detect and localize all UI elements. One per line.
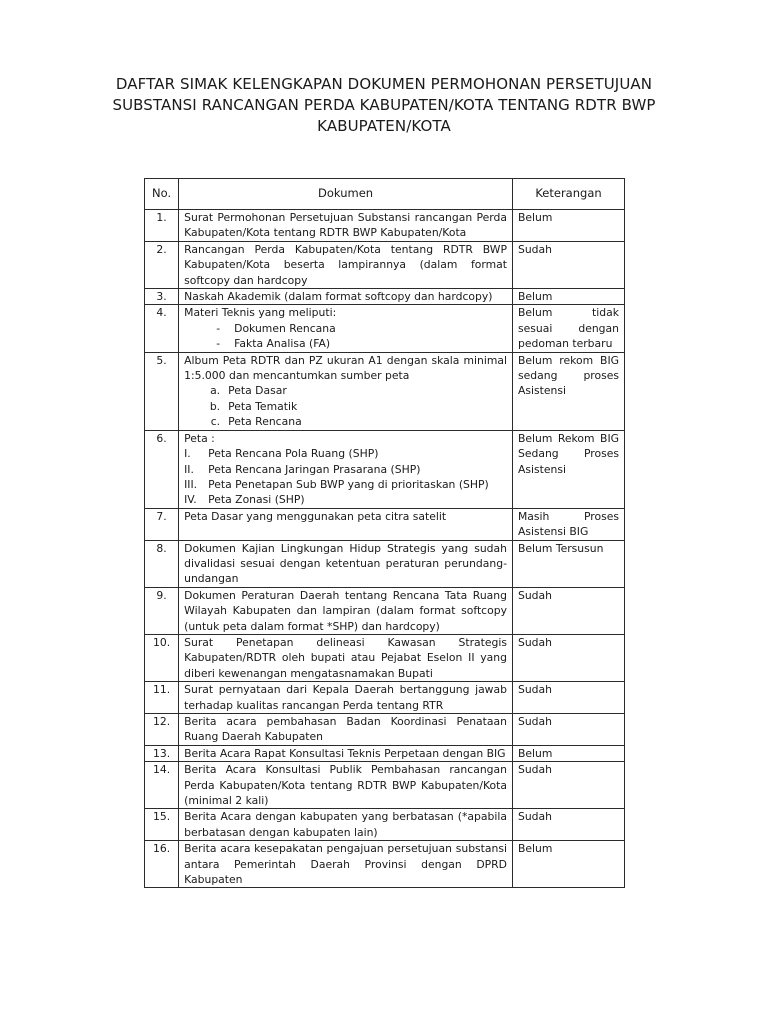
table-row [145, 587, 625, 634]
document-name: Materi Teknis yang meliputi: [184, 306, 337, 320]
document-name: Naskah Akademik (dalam format softcopy dan hardcopy) [184, 290, 493, 304]
row-number: 15. [145, 809, 179, 841]
status-note: Belum [512, 289, 624, 305]
document-checklist-table [144, 178, 625, 888]
status-note: Belum [512, 841, 624, 888]
document-sub-list [184, 446, 507, 508]
status-note: Sudah [512, 809, 624, 841]
document-cell [179, 289, 513, 305]
row-number: 13. [145, 745, 179, 761]
row-number: 2. [145, 241, 179, 288]
sub-item-marker: II. [184, 462, 194, 476]
row-number: 14. [145, 762, 179, 809]
document-cell [179, 540, 513, 587]
sub-item-marker: I. [184, 447, 191, 461]
table-row [145, 745, 625, 761]
document-name: Dokumen Peraturan Daerah tentang Rencana Tata Ruang Wilayah Kabupaten dan lampiran (dalam format softcopy (untuk peta dalam format *SHP) dan hardcopy) [184, 588, 507, 633]
document-sub-item [184, 462, 507, 477]
document-sub-item [184, 383, 507, 398]
table-row [145, 210, 625, 242]
sub-item-text: Peta Rencana Jaringan Prasarana (SHP) [208, 462, 421, 476]
status-note: Sudah [512, 587, 624, 634]
document-name: Album Peta RDTR dan PZ ukuran A1 dengan skala minimal 1:5.000 dan mencantumkan sumber peta [184, 353, 507, 383]
sub-item-text: Peta Zonasi (SHP) [208, 493, 305, 507]
table-row [145, 352, 625, 430]
status-note: Sudah [512, 241, 624, 288]
sub-item-marker: IV. [184, 493, 197, 507]
status-note: Belum Rekom BIG Sedang Proses Asistensi [512, 430, 624, 508]
document-cell [179, 714, 513, 746]
title-line-2: SUBSTANSI RANCANGAN PERDA KABUPATEN/KOTA TENTANG RDTR BWP [112, 96, 656, 114]
sub-item-marker: b. [209, 399, 221, 413]
document-name: Surat pernyataan dari Kepala Daerah bertanggung jawab terhadap kualitas rancangan Perda tentang RTR [184, 683, 507, 712]
document-cell [179, 634, 513, 681]
header-keterangan: Keterangan [512, 179, 624, 210]
document-name: Berita Acara Rapat Konsultasi Teknis Perpetaan dengan BIG [184, 746, 506, 760]
sub-item-text: Peta Rencana Pola Ruang (SHP) [208, 447, 379, 461]
document-sub-item [184, 399, 507, 414]
header-no: No. [145, 179, 179, 210]
sub-item-text: Peta Tematik [228, 399, 298, 413]
row-number: 5. [145, 352, 179, 430]
table-row [145, 305, 625, 352]
sub-item-marker: c. [210, 415, 221, 429]
document-sub-item [184, 336, 507, 351]
document-cell [179, 241, 513, 288]
document-cell [179, 762, 513, 809]
document-name: Peta : [184, 431, 215, 445]
row-number: 4. [145, 305, 179, 352]
sub-item-text: Fakta Analisa (FA) [234, 337, 331, 351]
row-number: 12. [145, 714, 179, 746]
status-note: Belum [512, 210, 624, 242]
row-number: 9. [145, 587, 179, 634]
status-note: Sudah [512, 714, 624, 746]
document-name: Berita acara kesepakatan pengajuan persetujuan substansi antara Pemerintah Daerah Provinsi dengan DPRD Kabupaten [184, 842, 507, 887]
status-note: Sudah [512, 762, 624, 809]
title-line-3: KABUPATEN/KOTA [317, 117, 451, 135]
sub-item-text: Peta Rencana [228, 415, 302, 429]
row-number: 6. [145, 430, 179, 508]
document-name: Berita acara pembahasan Badan Koordinasi Penataan Ruang Daerah Kabupaten [184, 715, 507, 744]
row-number: 8. [145, 540, 179, 587]
title-line-1: DAFTAR SIMAK KELENGKAPAN DOKUMEN PERMOHONAN PERSETUJUAN [115, 75, 653, 93]
document-cell [179, 745, 513, 761]
document-cell [179, 508, 513, 540]
sub-item-text: Peta Dasar [228, 384, 287, 398]
document-name: Surat Penetapan delineasi Kawasan Strategis Kabupaten/RDTR oleh bupati atau Pejabat Eselon II yang diberi kewenangan mengatasnamakan Bupati [184, 635, 507, 680]
status-note: Belum rekom BIG sedang proses Asistensi [512, 352, 624, 430]
document-cell [179, 682, 513, 714]
document-cell [179, 430, 513, 508]
row-number: 7. [145, 508, 179, 540]
document-cell [179, 809, 513, 841]
document-name: Surat Permohonan Persetujuan Substansi rancangan Perda Kabupaten/Kota tentang RDTR BWP Kabupaten/Kota [184, 211, 507, 240]
row-number: 11. [145, 682, 179, 714]
document-cell [179, 352, 513, 430]
row-number: 16. [145, 841, 179, 888]
row-number: 3. [145, 289, 179, 305]
table-row [145, 508, 625, 540]
document-sub-item [184, 492, 507, 507]
row-number: 1. [145, 210, 179, 242]
table-row [145, 289, 625, 305]
document-cell [179, 305, 513, 352]
document-name: Berita Acara dengan kabupaten yang berbatasan (*apabila berbatasan dengan kabupaten lain) [184, 810, 507, 839]
sub-item-text: Peta Penetapan Sub BWP yang di prioritaskan (SHP) [208, 477, 489, 491]
document-sub-list [184, 321, 507, 352]
table-row [145, 634, 625, 681]
document-name: Dokumen Kajian Lingkungan Hidup Strategis yang sudah divalidasi sesuai dengan ketentuan peraturan perundang-undangan [184, 541, 507, 586]
document-name: Peta Dasar yang menggunakan peta citra satelit [184, 509, 447, 523]
status-note: Belum tidak sesuai dengan pedoman terbaru [512, 305, 624, 352]
document-name: Rancangan Perda Kabupaten/Kota tentang RDTR BWP Kabupaten/Kota beserta lampirannya (dalam format softcopy dan hardcopy [184, 242, 507, 287]
sub-item-marker: - [216, 321, 221, 335]
table-row [145, 241, 625, 288]
status-note: Belum [512, 745, 624, 761]
document-sub-list [184, 383, 507, 429]
table-row [145, 430, 625, 508]
table-row [145, 682, 625, 714]
table-header-row [145, 179, 625, 210]
sub-item-marker: III. [184, 477, 198, 491]
document-cell [179, 587, 513, 634]
document-sub-item [184, 446, 507, 461]
document-sub-item [184, 477, 507, 492]
sub-item-text: Dokumen Rencana [234, 321, 336, 335]
document-name: Berita Acara Konsultasi Publik Pembahasan rancangan Perda Kabupaten/Kota tentang RDTR BWP Kabupaten/Kota (minimal 2 kali) [184, 763, 507, 808]
header-dokumen: Dokumen [179, 179, 513, 210]
document-cell [179, 841, 513, 888]
document-sub-item [184, 321, 507, 336]
status-note: Sudah [512, 634, 624, 681]
table-row [145, 762, 625, 809]
status-note: Masih Proses Asistensi BIG [512, 508, 624, 540]
table-row [145, 809, 625, 841]
status-note: Belum Tersusun [512, 540, 624, 587]
sub-item-marker: a. [210, 384, 221, 398]
table-row [145, 540, 625, 587]
table-row [145, 841, 625, 888]
sub-item-marker: - [216, 337, 221, 351]
table-row [145, 714, 625, 746]
document-cell [179, 210, 513, 242]
table-body [145, 210, 625, 888]
status-note: Sudah [512, 682, 624, 714]
document-sub-item [184, 414, 507, 429]
row-number: 10. [145, 634, 179, 681]
page-title [60, 74, 708, 137]
